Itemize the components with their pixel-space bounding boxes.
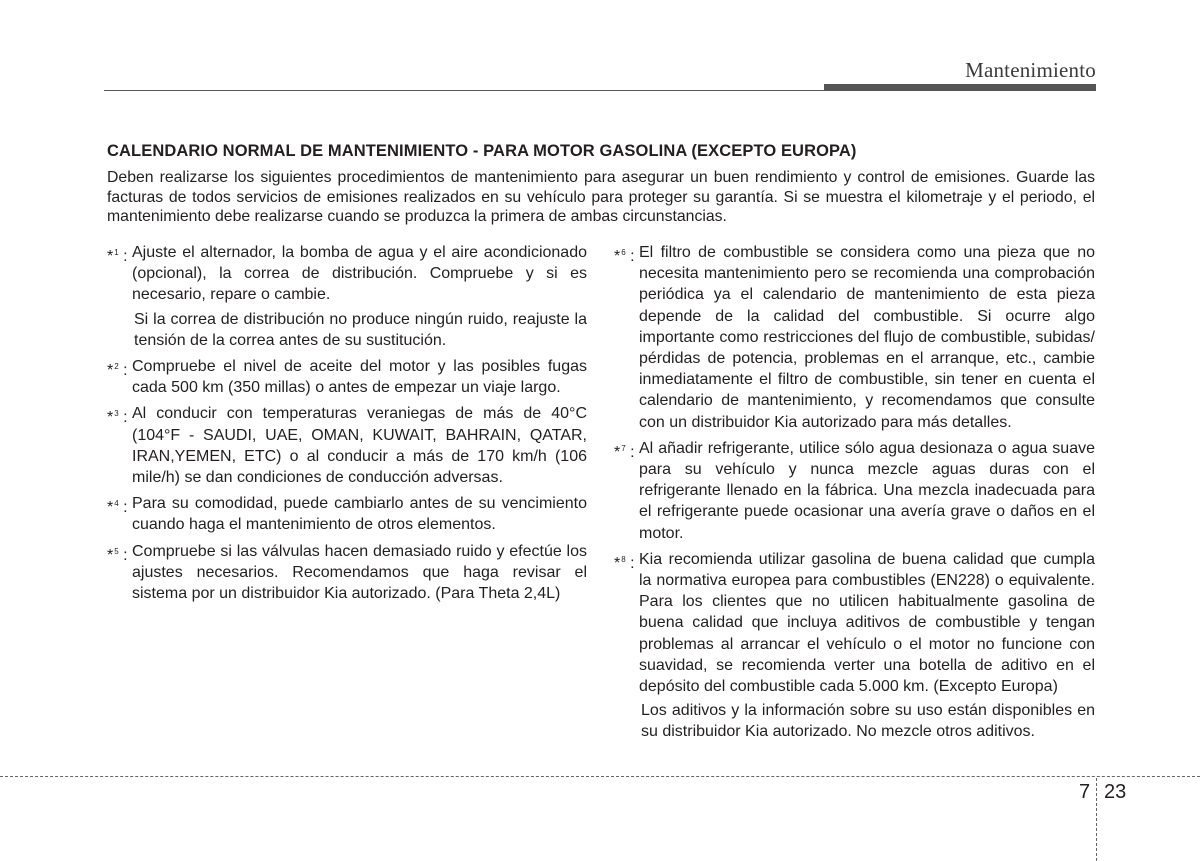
- note-body: [639, 549, 1095, 746]
- note-body: [132, 242, 587, 354]
- note-text: Ajuste el alternador, la bomba de agua y el aire acondicionado (opcional), la correa de distribución. Compruebe y si es necesario, repare o cambie.: [132, 244, 587, 304]
- note-item: [107, 493, 587, 538]
- note-item: [107, 541, 587, 608]
- note-text: Al conducir con temperaturas veraniegas de más de 40°C (104°F - SAUDI, UAE, OMAN, KUWAIT, BAHRAIN, QATAR, IRAN,YEMEN, ETC) o al conducir a más de 170 km/h (106 mile/h) se dan condiciones de conducción adversas.: [132, 405, 587, 487]
- note-marker: *$^3$ :: [107, 409, 128, 427]
- note-text: Compruebe si las válvulas hacen demasiado ruido y efectúe los ajustes necesarios. Recomendamos que haga revisar el sistema por un distribuidor Kia autorizado. (Para Theta 2,4L): [132, 542, 587, 603]
- note-marker: *$^6$ :: [614, 248, 635, 265]
- note-body: [132, 356, 587, 401]
- note-marker: *$^8$ :: [614, 554, 635, 572]
- note-number: 8: [621, 554, 626, 564]
- note-text: Kia recomienda utilizar gasolina de buena calidad que cumpla la normativa europea para combustibles (EN228) o equivalente. Para los clientes que no utilicen habitualmente gasolina de buena calidad que incluya aditivos de combustible y tengan problemas al arrancar el vehículo o el motor no funcione con suavidad, se recomienda verter una botella de aditivo en el depósito del combustible cada 5.000 km. (Excepto Europa): [639, 550, 1095, 696]
- notes-column-right: [614, 242, 1095, 748]
- note-marker: *$^4$ :: [107, 499, 128, 517]
- footer-divider: [0, 776, 1200, 777]
- notes-column-left: [107, 242, 587, 609]
- note-number: 5: [114, 546, 119, 556]
- header-rule-accent: [824, 84, 1096, 90]
- note-extra-text: Los aditivos y la información sobre su uso están disponibles en su distribuidor Kia autorizado. No mezcle otros aditivos.: [641, 702, 1095, 741]
- note-item: [614, 549, 1095, 746]
- note-item: [107, 242, 587, 354]
- note-body: [639, 242, 1095, 436]
- note-number: 4: [114, 499, 119, 509]
- page-number-divider: [1096, 778, 1097, 861]
- note-marker: *$^7$ :: [614, 443, 635, 461]
- page-heading: CALENDARIO NORMAL DE MANTENIMIENTO - PARA MOTOR GASOLINA (EXCEPTO EUROPA): [107, 142, 857, 160]
- note-number: 1: [114, 248, 119, 257]
- note-number: 6: [621, 248, 626, 257]
- note-text: Al añadir refrigerante, utilice sólo agua desionaza o agua suave para su vehículo y nunca mezcle aguas duras con el refrigerante llenado en la fábrica. Una mezcla inadecuada para el refrigerante puede ocasionar una avería grave o daños en el motor.: [639, 439, 1095, 542]
- note-item: [614, 242, 1095, 436]
- note-number: 7: [621, 443, 626, 453]
- page-number: 23: [1104, 781, 1127, 803]
- note-item: [107, 356, 587, 401]
- note-body: [132, 403, 587, 491]
- note-item: [614, 438, 1095, 547]
- note-extra-text: Si la correa de distribución no produce ningún ruido, reajuste la tensión de la correa antes de su sustitución.: [134, 310, 587, 349]
- note-marker: *$^1$ :: [107, 248, 128, 265]
- note-body: [639, 438, 1095, 547]
- note-marker: *$^2$ :: [107, 362, 128, 380]
- note-text: Compruebe el nivel de aceite del motor y las posibles fugas cada 500 km (350 millas) o antes de empezar un viaje largo.: [132, 358, 587, 397]
- note-number: 3: [114, 409, 119, 419]
- chapter-number: 7: [1079, 781, 1091, 803]
- note-number: 2: [114, 362, 119, 372]
- section-title: Mantenimiento: [965, 58, 1096, 82]
- note-text: El filtro de combustible se considera como una pieza que no necesita mantenimiento pero se recomienda una comprobación periódica ya el calendario de mantenimiento de esta pieza depende de la calidad del combustible. Si ocurre algo importante como restricciones del flujo de combustible, subidas/ pérdidas de potencia, problemas en el arranque, etc., cambie inmediatamente el filtro de combustible, sin tener en cuenta el calendario de mantenimiento, y recomendamos que consulte con un distribuidor Kia autorizado para más detalles.: [639, 244, 1095, 431]
- note-body: [132, 541, 587, 608]
- note-item: [107, 403, 587, 491]
- intro-paragraph: Deben realizarse los siguientes procedimientos de mantenimiento para asegurar un buen rendimiento y control de emisiones. Guarde las facturas de todos servicios de emisiones realizados en su vehículo para proteger su garantía. Si se muestra el kilometraje y el periodo, el mantenimiento debe realizarse cuando se produzca la primera de ambas circunstancias.: [107, 169, 1095, 226]
- note-text: Para su comodidad, puede cambiarlo antes de su vencimiento cuando haga el mantenimiento de otros elementos.: [132, 495, 587, 534]
- note-body: [132, 493, 587, 538]
- note-marker: *$^5$ :: [107, 546, 128, 564]
- header-rule: [104, 90, 1096, 91]
